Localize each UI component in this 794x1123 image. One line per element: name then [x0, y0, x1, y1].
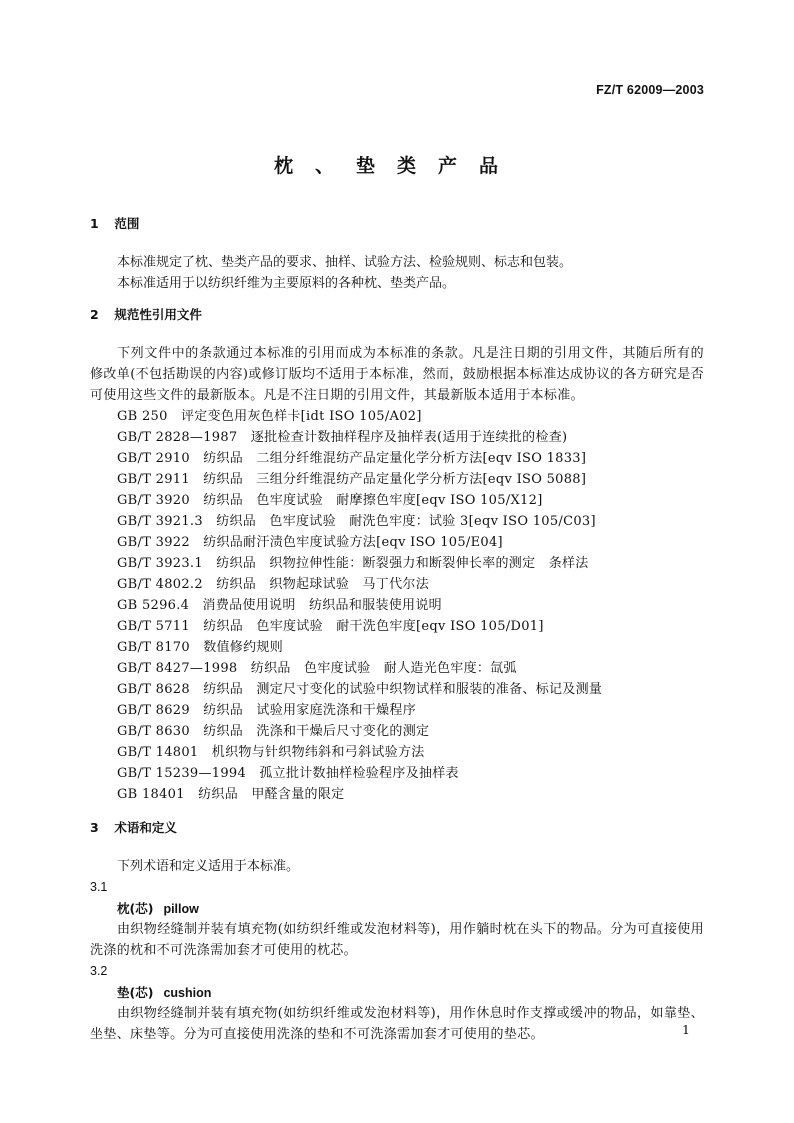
section-title: 范围 — [114, 216, 140, 231]
reference-item: GB/T 8630 纺织品 洗涤和干燥后尺寸变化的测定 — [117, 724, 430, 739]
reference-item: GB 250 评定变色用灰色样卡[idt ISO 105/A02] — [117, 409, 422, 424]
page-number: 1 — [682, 1022, 690, 1037]
term-number: 3.2 — [90, 964, 108, 978]
term-definition: 由织物经缝制并装有填充物(如纺织纤维或发泡材料等)，用作休息时作支撑或缓冲的物品，如靠垫、坐垫、床垫等。分为可直接使用洗涤的垫和不可洗涤需加套才可使用的垫芯。 — [90, 1006, 704, 1042]
section-number: 2 — [90, 307, 99, 322]
term-english: cushion — [163, 986, 212, 1000]
term-english: pillow — [163, 902, 199, 916]
section-title: 术语和定义 — [114, 820, 177, 835]
section-heading-normative-references — [90, 304, 704, 325]
reference-list — [90, 406, 704, 805]
reference-item: GB/T 14801 机织物与针织物纬斜和弓斜试验方法 — [117, 745, 425, 760]
term-heading-pillow — [90, 898, 704, 919]
reference-item: GB 18401 纺织品 甲醛含量的限定 — [117, 787, 345, 802]
standard-code: FZ/T 62009—2003 — [596, 83, 704, 97]
reference-item: GB/T 3922 纺织品耐汗渍色牢度试验方法[eqv ISO 105/E04] — [117, 535, 503, 550]
reference-item: GB/T 15239—1994 孤立批计数抽样检验程序及抽样表 — [117, 766, 459, 781]
reference-item: GB/T 3920 纺织品 色牢度试验 耐摩擦色牢度[eqv ISO 105/X12] — [117, 493, 543, 508]
reference-item: GB/T 2911 纺织品 三组分纤维混纺产品定量化学分析方法[eqv ISO 5088] — [117, 472, 587, 487]
term-definition: 由织物经缝制并装有填充物(如纺织纤维或发泡材料等)，用作躺时枕在头下的物品。分为可直接使用洗涤的枕和不可洗涤需加套才可使用的枕芯。 — [90, 922, 704, 958]
section-number: 3 — [90, 820, 99, 835]
reference-item: GB/T 2910 纺织品 二组分纤维混纺产品定量化学分析方法[eqv ISO 1833] — [117, 451, 587, 466]
section-title: 规范性引用文件 — [114, 307, 202, 322]
reference-item: GB/T 8170 数值修约规则 — [117, 640, 284, 655]
page-title: 枕、垫类产品 — [273, 155, 520, 177]
document-body — [90, 213, 704, 1045]
term-heading-cushion — [90, 982, 704, 1003]
reference-item: GB/T 3921.3 纺织品 色牢度试验 耐洗色牢度：试验 3[eqv ISO 105/C03] — [117, 514, 596, 529]
section-heading-terms-definitions — [90, 817, 704, 838]
section-number: 1 — [90, 216, 99, 231]
reference-item: GB/T 5711 纺织品 色牢度试验 耐干洗色牢度[eqv ISO 105/D01] — [117, 619, 544, 634]
term-number: 3.1 — [90, 880, 108, 894]
reference-item: GB/T 8629 纺织品 试验用家庭洗涤和干燥程序 — [117, 703, 417, 718]
section-heading-scope — [90, 213, 704, 234]
term-chinese: 枕(芯) — [117, 901, 154, 916]
paragraph: 下列术语和定义适用于本标准。 — [117, 859, 300, 874]
reference-item: GB/T 4802.2 纺织品 织物起球试验 马丁代尔法 — [117, 577, 430, 592]
reference-item: GB/T 2828—1987 逐批检查计数抽样程序及抽样表(适用于连续批的检查) — [117, 430, 568, 445]
paragraph: 下列文件中的条款通过本标准的引用而成为本标准的条款。凡是注日期的引用文件，其随后所有的修改单(不包括勘误的内容)或修订版均不适用于本标准，然而，鼓励根据本标准达成协议的各方研究是否可使用这些文件的最新版本。凡是不注日期的引用文件，其最新版本适用于本标准。 — [90, 346, 704, 403]
reference-item: GB 5296.4 消费品使用说明 纺织品和服装使用说明 — [117, 598, 442, 613]
paragraph: 本标准适用于以纺织纤维为主要原料的各种枕、垫类产品。 — [117, 276, 456, 291]
term-chinese: 垫(芯) — [117, 985, 154, 1000]
paragraph: 本标准规定了枕、垫类产品的要求、抽样、试验方法、检验规则、标志和包装。 — [117, 255, 573, 270]
reference-item: GB/T 3923.1 纺织品 织物拉伸性能：断裂强力和断裂伸长率的测定 条样法 — [117, 556, 589, 571]
reference-item: GB/T 8427—1998 纺织品 色牢度试验 耐人造光色牢度：氙弧 — [117, 661, 517, 676]
reference-item: GB/T 8628 纺织品 测定尺寸变化的试验中织物试样和服装的准备、标记及测量 — [117, 682, 603, 697]
